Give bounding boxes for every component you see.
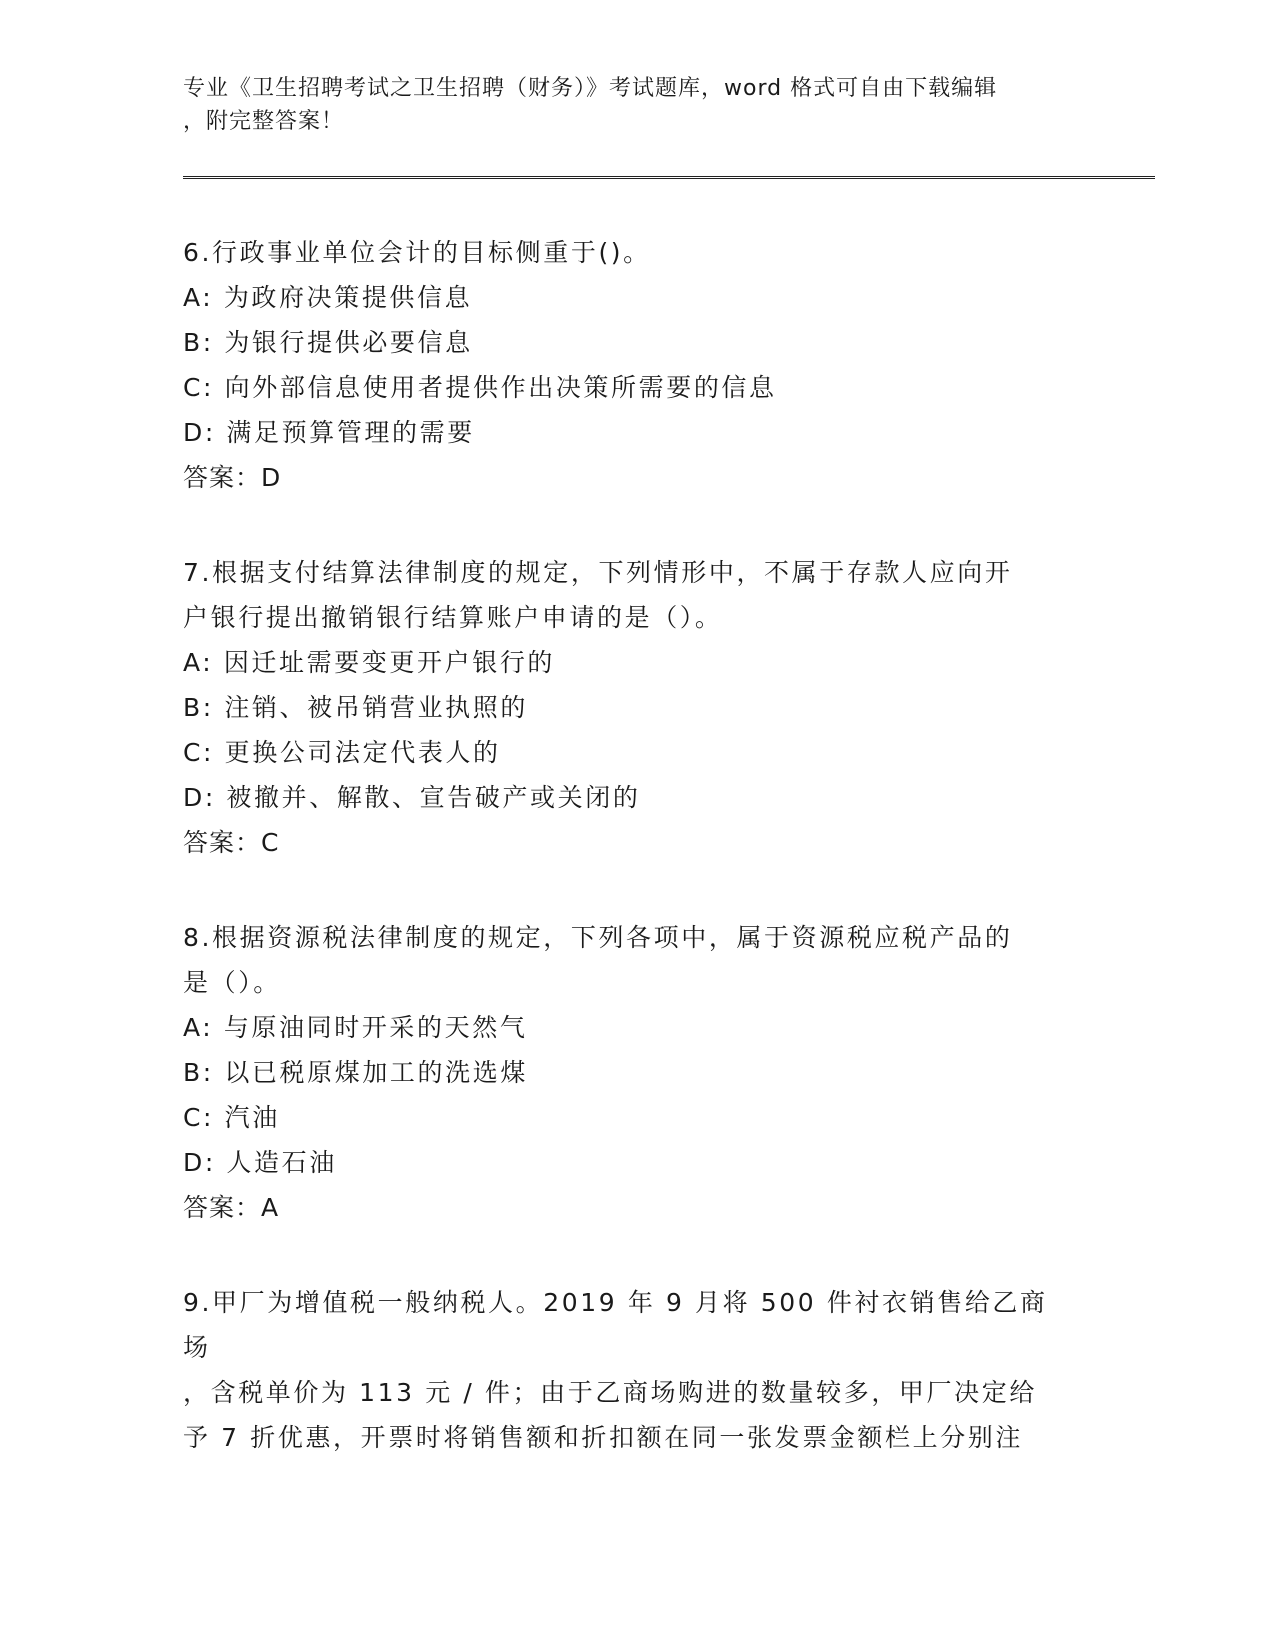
question-stem: 6.行政事业单位会计的目标侧重于()。 [183,238,651,267]
answer-line: 答案：A [183,1193,280,1222]
header-divider [183,176,1155,179]
option-c: C: 汽油 [183,1103,280,1132]
question-stem-line-1: 7.根据支付结算法律制度的规定，下列情形中，不属于存款人应向开 [183,558,1013,587]
question-stem-line-1: 9.甲厂为增值税一般纳税人。2019 年 9 月将 500 件衬衣销售给乙商场 [183,1288,1048,1362]
option-c: C: 更换公司法定代表人的 [183,738,501,767]
question-stem-line-2: ，含税单价为 113 元 / 件；由于乙商场购进的数量较多，甲厂决定给 [183,1378,1037,1407]
option-a: A: 与原油同时开采的天然气 [183,1013,528,1042]
option-d: D: 被撤并、解散、宣告破产或关闭的 [183,783,641,812]
option-d: D: 满足预算管理的需要 [183,418,475,447]
document-header [183,72,1063,138]
question-list [183,230,1063,1510]
answer-line: 答案：D [183,463,282,492]
option-a: A: 因迁址需要变更开户银行的 [183,648,556,677]
question-8 [183,915,1063,1230]
answer-line: 答案：C [183,828,280,857]
question-stem-line-2: 户银行提出撤销银行结算账户申请的是（）。 [183,603,723,632]
option-b: B: 为银行提供必要信息 [183,328,473,357]
question-stem-line-3: 予 7 折优惠，开票时将销售额和折扣额在同一张发票金额栏上分别注 [183,1423,1024,1452]
option-b: B: 以已税原煤加工的洗选煤 [183,1058,528,1087]
question-6 [183,230,1063,500]
option-b: B: 注销、被吊销营业执照的 [183,693,528,722]
question-9 [183,1280,1063,1460]
option-d: D: 人造石油 [183,1148,337,1177]
header-line-1: 专业《卫生招聘考试之卫生招聘（财务）》考试题库，word 格式可自由下载编辑 [183,76,998,101]
option-c: C: 向外部信息使用者提供作出决策所需要的信息 [183,373,777,402]
question-stem-line-2: 是（）。 [183,968,281,997]
question-stem-line-1: 8.根据资源税法律制度的规定，下列各项中，属于资源税应税产品的 [183,923,1013,952]
question-7 [183,550,1063,865]
header-line-2: ，附完整答案！ [183,109,345,134]
option-a: A: 为政府决策提供信息 [183,283,473,312]
